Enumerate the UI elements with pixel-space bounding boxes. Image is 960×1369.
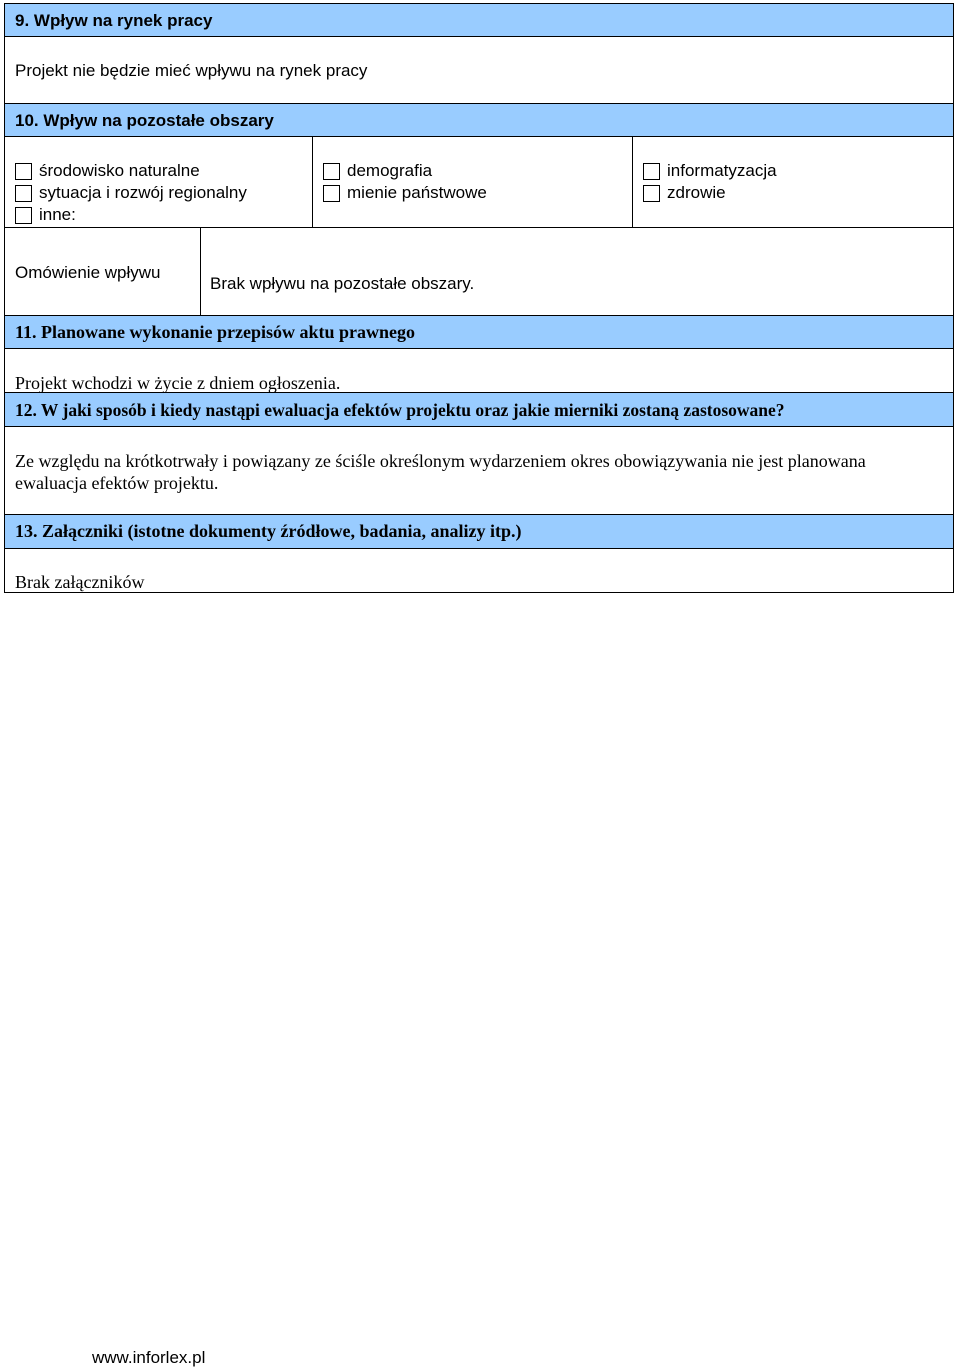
checkbox-label: informatyzacja [667, 161, 777, 180]
checkbox-informatyzacja[interactable] [643, 160, 777, 182]
checkbox-box[interactable] [15, 185, 32, 202]
section-10-checkboxes [5, 137, 953, 228]
checkbox-sytuacja-regionalna[interactable] [15, 182, 247, 204]
section-13-heading: 13. Załączniki (istotne dokumenty źródłowe, badania, analizy itp.) [15, 521, 522, 541]
column-divider [632, 137, 633, 227]
column-divider [312, 137, 313, 227]
discussion-label: Omówienie wpływu [15, 263, 161, 282]
section-9-body [5, 37, 953, 104]
checkbox-box[interactable] [323, 163, 340, 180]
section-12-heading: 12. W jaki sposób i kiedy nastąpi ewaluacja efektów projektu oraz jakie mierniki zostaną zastosowane? [15, 400, 785, 420]
checkbox-demografia[interactable] [323, 160, 432, 182]
checkbox-label: inne: [39, 205, 76, 224]
checkbox-label: sytuacja i rozwój regionalny [39, 183, 247, 202]
form-table [4, 3, 954, 593]
checkbox-label: demografia [347, 161, 433, 180]
checkbox-zdrowie[interactable] [643, 182, 726, 204]
section-13-header [5, 515, 953, 549]
section-11-heading: 11. Planowane wykonanie przepisów aktu prawnego [15, 322, 416, 342]
section-11-header [5, 316, 953, 349]
section-9-content: Projekt nie będzie mieć wpływu na rynek pracy [15, 61, 368, 80]
checkbox-box[interactable] [323, 185, 340, 202]
section-10-heading: 10. Wpływ na pozostałe obszary [15, 111, 274, 130]
section-10-discussion [5, 228, 953, 316]
column-divider [200, 228, 201, 315]
section-13-body [5, 549, 953, 592]
section-12-header [5, 393, 953, 427]
checkbox-label: mienie państwowe [347, 183, 487, 202]
section-10-header [5, 104, 953, 137]
checkbox-label: środowisko naturalne [39, 161, 200, 180]
section-12-content-line-1: Ze względu na krótkotrwały i powiązany ze ściśle określonym wydarzeniem okres obowiązywania nie jest planowana [15, 451, 866, 471]
checkbox-box[interactable] [643, 163, 660, 180]
checkbox-inne[interactable] [15, 204, 76, 226]
section-9-header [5, 4, 953, 37]
discussion-text: Brak wpływu na pozostałe obszary. [210, 274, 475, 293]
section-9-heading: 9. Wpływ na rynek pracy [15, 11, 213, 30]
section-12-content-line-2: ewaluacja efektów projektu. [15, 473, 219, 493]
section-13-content: Brak załączników [15, 572, 145, 592]
section-12-body [5, 427, 953, 515]
checkbox-label: zdrowie [667, 183, 726, 202]
checkbox-mienie-panstwowe[interactable] [323, 182, 487, 204]
checkbox-box[interactable] [15, 207, 32, 224]
checkbox-srodowisko[interactable] [15, 160, 200, 182]
footer-link[interactable]: www.inforlex.pl [92, 1348, 206, 1367]
checkbox-box[interactable] [643, 185, 660, 202]
section-11-body [5, 349, 953, 393]
section-11-content: Projekt wchodzi w życie z dniem ogłoszenia. [15, 373, 341, 393]
checkbox-box[interactable] [15, 163, 32, 180]
